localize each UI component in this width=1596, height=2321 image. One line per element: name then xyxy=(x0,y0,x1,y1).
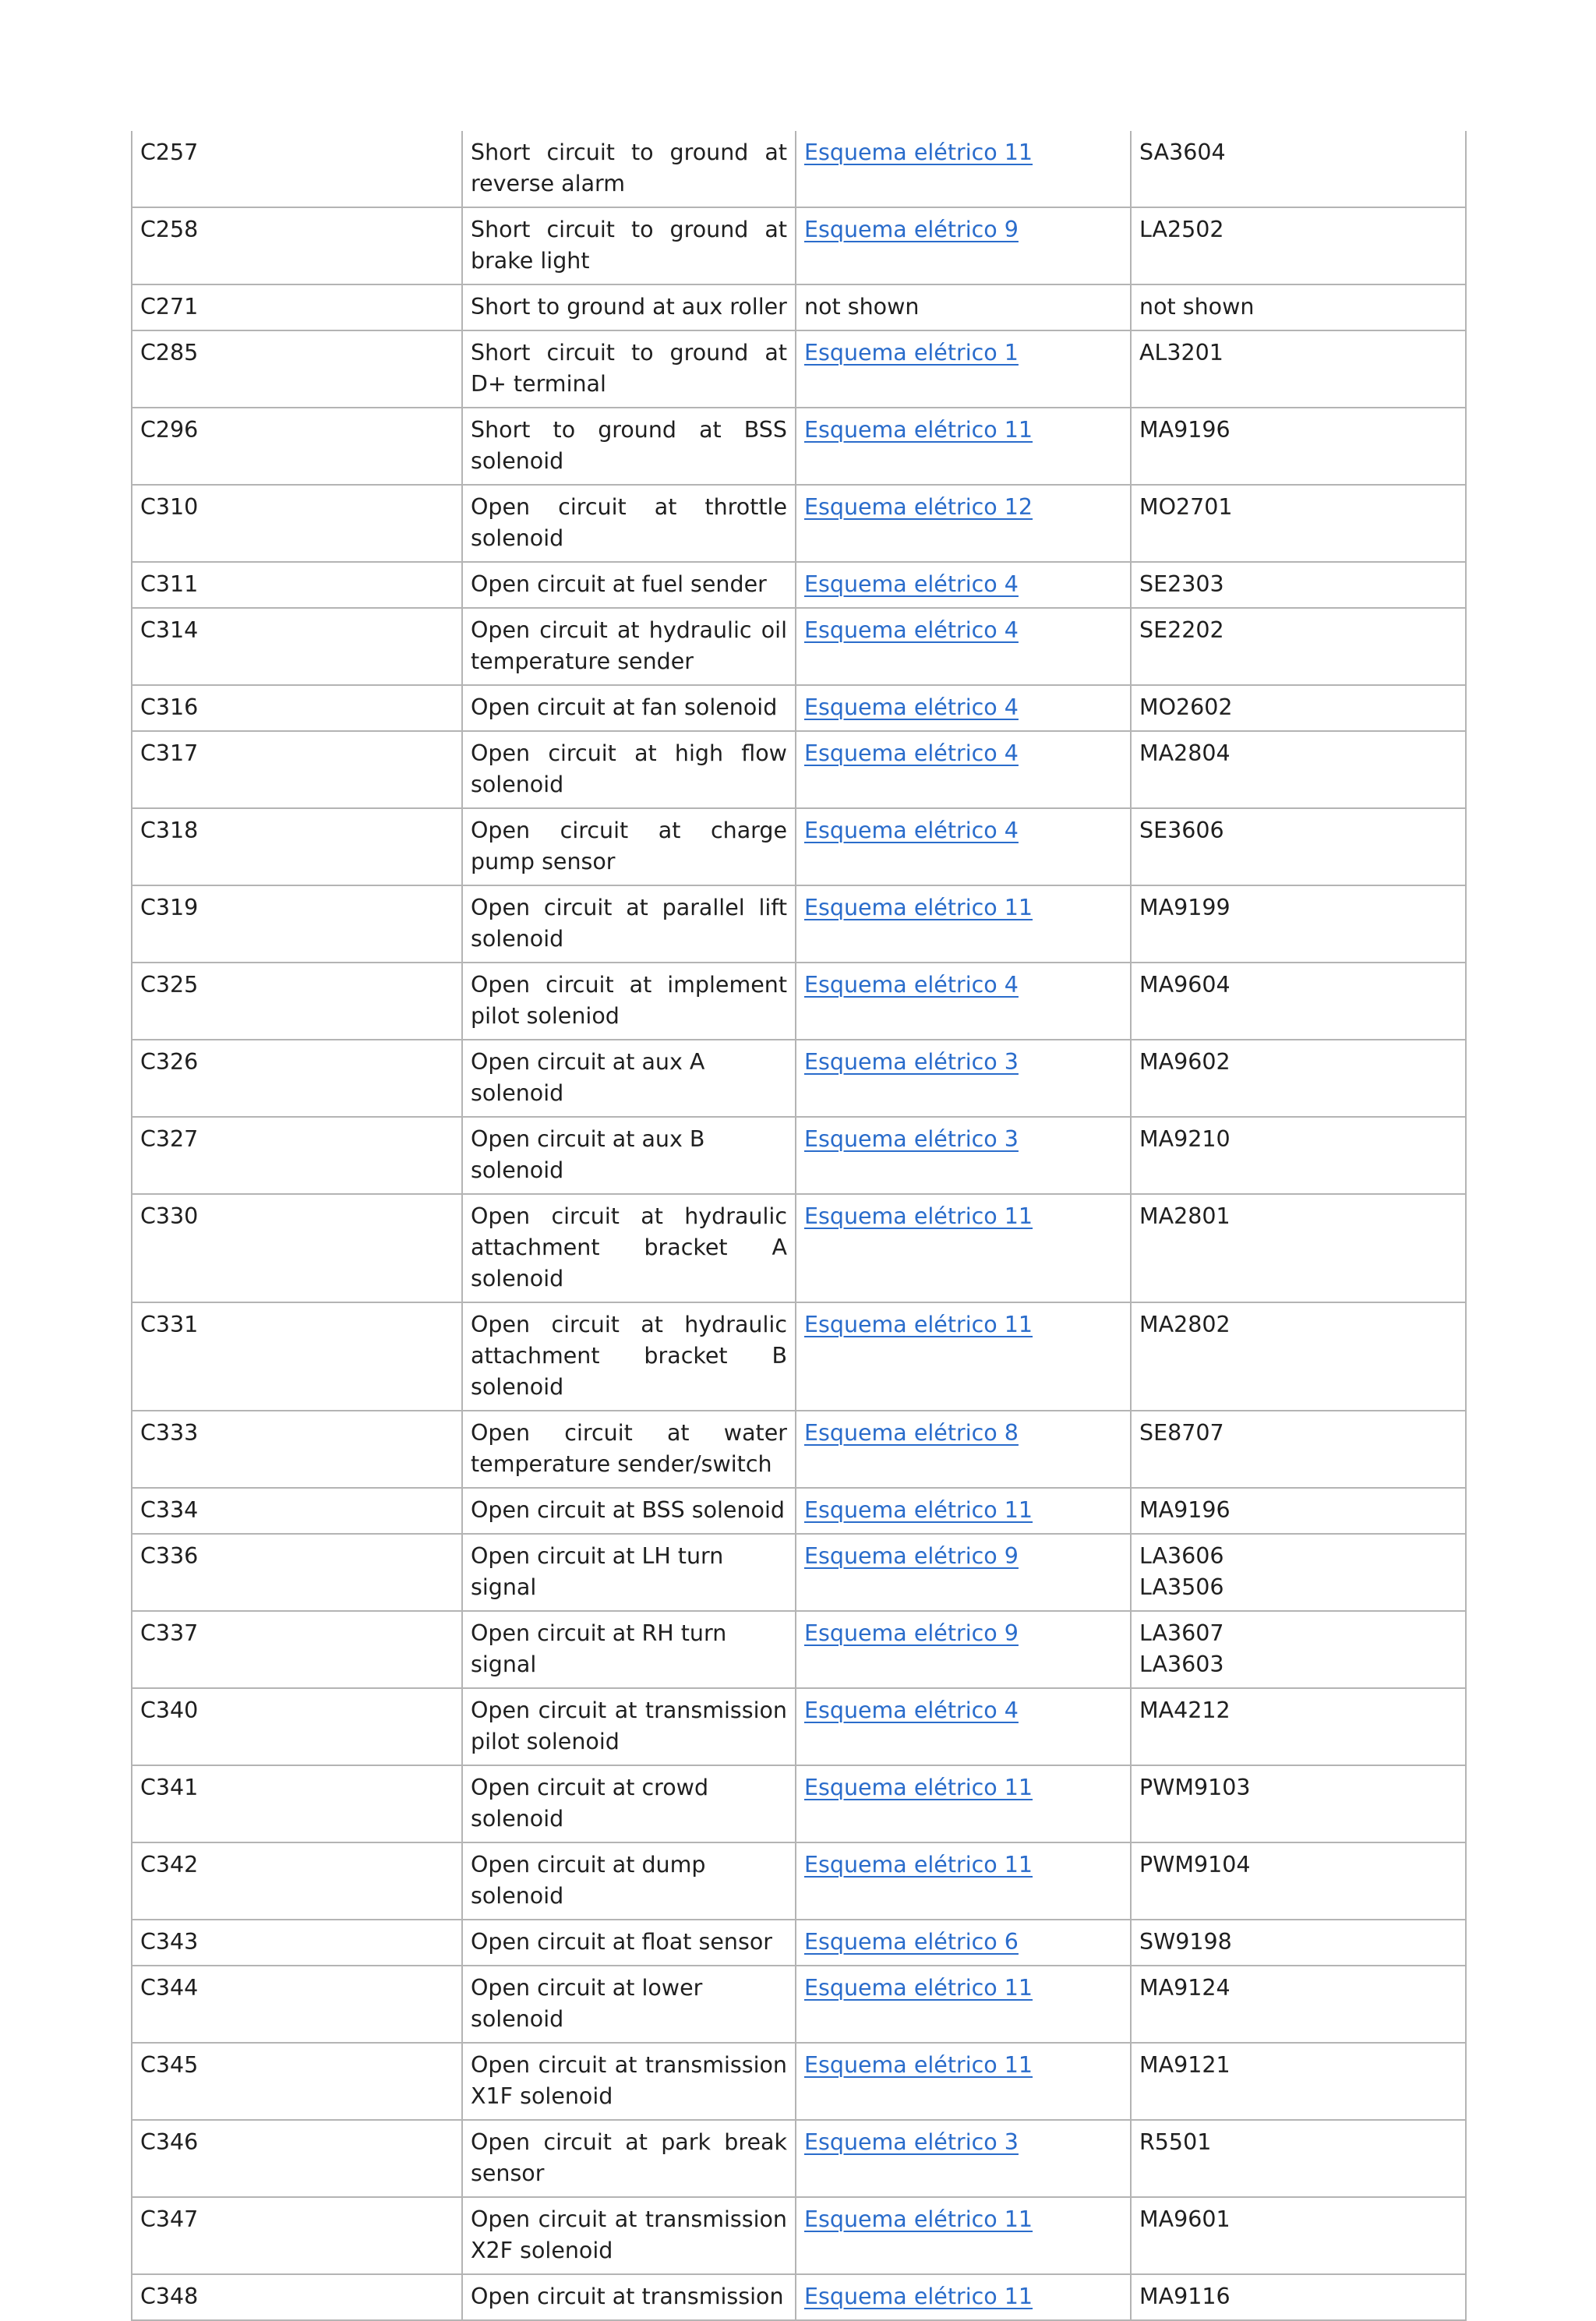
fault-code-table xyxy=(131,131,1467,2321)
component-ref: MA9210 xyxy=(1139,1126,1231,1152)
schematic-link[interactable]: Esquema elétrico 1 xyxy=(804,340,1019,366)
fault-code-cell: C326 xyxy=(132,1040,462,1117)
component-ref: MA2802 xyxy=(1139,1312,1231,1337)
component-ref-cell xyxy=(1131,731,1466,808)
table-row xyxy=(132,2043,1466,2120)
schematic-cell xyxy=(796,731,1131,808)
component-ref: SE2303 xyxy=(1139,571,1224,597)
schematic-link[interactable]: Esquema elétrico 12 xyxy=(804,494,1033,520)
fault-description-cell: Open circuit at hydraulic attachment bracket A solenoid xyxy=(462,1194,796,1302)
schematic-link[interactable]: Esquema elétrico 11 xyxy=(804,2052,1033,2078)
component-ref-cell xyxy=(1131,963,1466,1040)
schematic-cell xyxy=(796,885,1131,963)
component-ref-cell xyxy=(1131,2043,1466,2120)
component-ref-cell xyxy=(1131,1611,1466,1688)
component-ref-cell xyxy=(1131,1534,1466,1611)
schematic-link[interactable]: Esquema elétrico 11 xyxy=(804,1975,1033,2001)
component-ref: MA2801 xyxy=(1139,1203,1231,1229)
fault-code-cell: C314 xyxy=(132,608,462,685)
schematic-cell xyxy=(796,2043,1131,2120)
fault-description-cell: Open circuit at hydraulic oil temperature sender xyxy=(462,608,796,685)
schematic-link[interactable]: Esquema elétrico 4 xyxy=(804,818,1019,843)
fault-description-cell: Open circuit at RH turn signal xyxy=(462,1611,796,1688)
schematic-text: not shown xyxy=(804,294,920,320)
schematic-link[interactable]: Esquema elétrico 9 xyxy=(804,217,1019,242)
component-ref: SW9198 xyxy=(1139,1929,1232,1955)
table-row xyxy=(132,1194,1466,1302)
schematic-link[interactable]: Esquema elétrico 3 xyxy=(804,2129,1019,2155)
table-row xyxy=(132,608,1466,685)
schematic-link[interactable]: Esquema elétrico 4 xyxy=(804,740,1019,766)
component-ref: MA9604 xyxy=(1139,972,1231,998)
fault-code-cell: C331 xyxy=(132,1302,462,1411)
schematic-link[interactable]: Esquema elétrico 3 xyxy=(804,1126,1019,1152)
table-row xyxy=(132,2197,1466,2274)
schematic-cell xyxy=(796,408,1131,485)
table-row xyxy=(132,731,1466,808)
table-row xyxy=(132,963,1466,1040)
fault-code-table-body xyxy=(132,131,1466,2320)
component-ref-cell xyxy=(1131,2197,1466,2274)
fault-code-cell: C333 xyxy=(132,1411,462,1488)
table-row xyxy=(132,1966,1466,2043)
component-ref-cell xyxy=(1131,1966,1466,2043)
table-row xyxy=(132,2120,1466,2197)
schematic-link[interactable]: Esquema elétrico 4 xyxy=(804,1697,1019,1723)
component-ref: SE2202 xyxy=(1139,617,1224,643)
schematic-cell xyxy=(796,1534,1131,1611)
fault-description-cell: Short to ground at aux roller xyxy=(462,284,796,330)
fault-code-cell: C319 xyxy=(132,885,462,963)
schematic-cell xyxy=(796,2274,1131,2320)
schematic-cell xyxy=(796,1611,1131,1688)
fault-code-cell: C310 xyxy=(132,485,462,562)
component-ref: MO2602 xyxy=(1139,694,1233,720)
component-ref: SE8707 xyxy=(1139,1420,1224,1446)
table-row xyxy=(132,2274,1466,2320)
fault-description-cell: Open circuit at implement pilot soleniod xyxy=(462,963,796,1040)
fault-description-cell: Open circuit at transmission xyxy=(462,2274,796,2320)
table-row xyxy=(132,485,1466,562)
table-row xyxy=(132,1534,1466,1611)
table-row xyxy=(132,1920,1466,1966)
component-ref-cell xyxy=(1131,1488,1466,1534)
fault-code-cell: C345 xyxy=(132,2043,462,2120)
schematic-cell xyxy=(796,808,1131,885)
component-ref: MA4212 xyxy=(1139,1697,1231,1723)
schematic-cell xyxy=(796,1040,1131,1117)
component-ref: MA9196 xyxy=(1139,1497,1231,1523)
component-ref: MA9121 xyxy=(1139,2052,1231,2078)
schematic-link[interactable]: Esquema elétrico 9 xyxy=(804,1620,1019,1646)
component-ref-cell xyxy=(1131,284,1466,330)
fault-code-cell: C258 xyxy=(132,207,462,284)
component-ref-cell xyxy=(1131,1117,1466,1194)
component-ref-cell xyxy=(1131,1920,1466,1966)
table-row xyxy=(132,1765,1466,1842)
schematic-link[interactable]: Esquema elétrico 11 xyxy=(804,417,1033,443)
component-ref-cell xyxy=(1131,1842,1466,1920)
component-ref: MA9196 xyxy=(1139,417,1231,443)
component-ref-cell xyxy=(1131,408,1466,485)
fault-description-cell: Open circuit at transmission pilot solenoid xyxy=(462,1688,796,1765)
schematic-link[interactable]: Esquema elétrico 9 xyxy=(804,1543,1019,1569)
fault-description-cell: Open circuit at throttle solenoid xyxy=(462,485,796,562)
fault-code-cell: C347 xyxy=(132,2197,462,2274)
fault-description-cell: Open circuit at charge pump sensor xyxy=(462,808,796,885)
component-ref-cell xyxy=(1131,1411,1466,1488)
schematic-cell xyxy=(796,1302,1131,1411)
component-ref-cell xyxy=(1131,131,1466,207)
table-row xyxy=(132,1842,1466,1920)
fault-code-cell: C346 xyxy=(132,2120,462,2197)
fault-description-cell: Short circuit to ground at reverse alarm xyxy=(462,131,796,207)
table-row xyxy=(132,284,1466,330)
schematic-link[interactable]: Esquema elétrico 3 xyxy=(804,1049,1019,1075)
component-ref: MA9199 xyxy=(1139,895,1231,920)
schematic-cell xyxy=(796,1966,1131,2043)
table-row xyxy=(132,685,1466,731)
fault-description-cell: Open circuit at transmission X2F solenoid xyxy=(462,2197,796,2274)
schematic-cell xyxy=(796,330,1131,408)
fault-code-cell: C316 xyxy=(132,685,462,731)
fault-description-cell: Open circuit at parallel lift solenoid xyxy=(462,885,796,963)
component-ref-cell xyxy=(1131,2274,1466,2320)
component-ref-cell xyxy=(1131,685,1466,731)
fault-description-cell: Open circuit at fan solenoid xyxy=(462,685,796,731)
fault-description-cell: Open circuit at lower solenoid xyxy=(462,1966,796,2043)
component-ref: MO2701 xyxy=(1139,494,1233,520)
fault-code-cell: C342 xyxy=(132,1842,462,1920)
fault-description-cell: Open circuit at dump solenoid xyxy=(462,1842,796,1920)
schematic-link[interactable]: Esquema elétrico 11 xyxy=(804,140,1033,165)
table-row xyxy=(132,1611,1466,1688)
fault-code-cell: C341 xyxy=(132,1765,462,1842)
component-ref: MA2804 xyxy=(1139,740,1231,766)
fault-description-cell: Short to ground at BSS solenoid xyxy=(462,408,796,485)
fault-code-cell: C318 xyxy=(132,808,462,885)
component-ref: MA9116 xyxy=(1139,2284,1231,2309)
component-ref: LA3606 xyxy=(1139,1543,1224,1569)
fault-code-cell: C325 xyxy=(132,963,462,1040)
schematic-cell xyxy=(796,1194,1131,1302)
fault-code-cell: C327 xyxy=(132,1117,462,1194)
component-ref-cell xyxy=(1131,808,1466,885)
fault-code-cell: C311 xyxy=(132,562,462,608)
fault-description-cell: Open circuit at park break sensor xyxy=(462,2120,796,2197)
schematic-link[interactable]: Esquema elétrico 11 xyxy=(804,1312,1033,1337)
table-row xyxy=(132,1302,1466,1411)
component-ref: LA3607 xyxy=(1139,1620,1224,1646)
fault-code-cell: C337 xyxy=(132,1611,462,1688)
table-row xyxy=(132,562,1466,608)
table-row xyxy=(132,1040,1466,1117)
fault-description-cell: Open circuit at float sensor xyxy=(462,1920,796,1966)
fault-description-cell: Open circuit at aux A solenoid xyxy=(462,1040,796,1117)
table-row xyxy=(132,1411,1466,1488)
component-ref: MA9602 xyxy=(1139,1049,1231,1075)
fault-description-cell: Short circuit to ground at D+ terminal xyxy=(462,330,796,408)
fault-description-cell: Open circuit at aux B solenoid xyxy=(462,1117,796,1194)
fault-description-cell: Open circuit at crowd solenoid xyxy=(462,1765,796,1842)
component-ref-cell xyxy=(1131,1688,1466,1765)
schematic-cell xyxy=(796,1688,1131,1765)
schematic-cell xyxy=(796,1411,1131,1488)
fault-code-cell: C285 xyxy=(132,330,462,408)
table-row xyxy=(132,131,1466,207)
component-ref: MA9124 xyxy=(1139,1975,1231,2001)
fault-code-cell: C330 xyxy=(132,1194,462,1302)
fault-code-cell: C336 xyxy=(132,1534,462,1611)
component-ref-cell xyxy=(1131,485,1466,562)
fault-description-cell: Open circuit at hydraulic attachment bracket B solenoid xyxy=(462,1302,796,1411)
fault-code-cell: C296 xyxy=(132,408,462,485)
schematic-cell xyxy=(796,1765,1131,1842)
schematic-link[interactable]: Esquema elétrico 11 xyxy=(804,2206,1033,2232)
fault-description-cell: Open circuit at high flow solenoid xyxy=(462,731,796,808)
fault-code-cell: C343 xyxy=(132,1920,462,1966)
table-row xyxy=(132,1488,1466,1534)
component-ref-cell xyxy=(1131,1194,1466,1302)
schematic-cell xyxy=(796,1842,1131,1920)
schematic-cell xyxy=(796,2197,1131,2274)
component-ref-cell xyxy=(1131,885,1466,963)
fault-code-cell: C334 xyxy=(132,1488,462,1534)
schematic-cell xyxy=(796,1920,1131,1966)
schematic-cell xyxy=(796,562,1131,608)
schematic-cell xyxy=(796,963,1131,1040)
component-ref: AL3201 xyxy=(1139,340,1223,366)
schematic-cell xyxy=(796,1117,1131,1194)
schematic-link[interactable]: Esquema elétrico 4 xyxy=(804,617,1019,643)
table-row xyxy=(132,808,1466,885)
component-ref: SE3606 xyxy=(1139,818,1224,843)
schematic-link[interactable]: Esquema elétrico 11 xyxy=(804,2284,1033,2309)
table-row xyxy=(132,207,1466,284)
fault-code-cell: C340 xyxy=(132,1688,462,1765)
component-ref-cell xyxy=(1131,330,1466,408)
component-ref: not shown xyxy=(1139,294,1255,320)
component-ref-cell xyxy=(1131,1302,1466,1411)
schematic-cell xyxy=(796,207,1131,284)
schematic-cell xyxy=(796,1488,1131,1534)
schematic-link[interactable]: Esquema elétrico 11 xyxy=(804,1203,1033,1229)
schematic-cell xyxy=(796,2120,1131,2197)
schematic-link[interactable]: Esquema elétrico 4 xyxy=(804,694,1019,720)
table-row xyxy=(132,1117,1466,1194)
fault-code-cell: C317 xyxy=(132,731,462,808)
schematic-cell xyxy=(796,485,1131,562)
table-row xyxy=(132,885,1466,963)
table-row xyxy=(132,408,1466,485)
component-ref-cell xyxy=(1131,608,1466,685)
schematic-cell xyxy=(796,284,1131,330)
component-ref-cell xyxy=(1131,207,1466,284)
fault-code-cell: C257 xyxy=(132,131,462,207)
schematic-cell xyxy=(796,131,1131,207)
component-ref: LA3506 xyxy=(1139,1574,1224,1600)
component-ref: PWM9103 xyxy=(1139,1775,1251,1800)
fault-description-cell: Open circuit at BSS solenoid xyxy=(462,1488,796,1534)
schematic-link[interactable]: Esquema elétrico 11 xyxy=(804,895,1033,920)
table-row xyxy=(132,330,1466,408)
schematic-link[interactable]: Esquema elétrico 11 xyxy=(804,1852,1033,1878)
component-ref-cell xyxy=(1131,1040,1466,1117)
schematic-link[interactable]: Esquema elétrico 8 xyxy=(804,1420,1019,1446)
schematic-link[interactable]: Esquema elétrico 4 xyxy=(804,972,1019,998)
component-ref-cell xyxy=(1131,1765,1466,1842)
schematic-cell xyxy=(796,608,1131,685)
fault-description-cell: Short circuit to ground at brake light xyxy=(462,207,796,284)
fault-description-cell: Open circuit at LH turn signal xyxy=(462,1534,796,1611)
schematic-link[interactable]: Esquema elétrico 4 xyxy=(804,571,1019,597)
component-ref: SA3604 xyxy=(1139,140,1226,165)
fault-description-cell: Open circuit at transmission X1F solenoid xyxy=(462,2043,796,2120)
schematic-link[interactable]: Esquema elétrico 11 xyxy=(804,1497,1033,1523)
component-ref-cell xyxy=(1131,562,1466,608)
component-ref: PWM9104 xyxy=(1139,1852,1251,1878)
component-ref: MA9601 xyxy=(1139,2206,1231,2232)
component-ref: LA3603 xyxy=(1139,1652,1224,1677)
schematic-link[interactable]: Esquema elétrico 11 xyxy=(804,1775,1033,1800)
component-ref-cell xyxy=(1131,2120,1466,2197)
schematic-cell xyxy=(796,685,1131,731)
fault-code-cell: C344 xyxy=(132,1966,462,2043)
fault-code-cell: C271 xyxy=(132,284,462,330)
component-ref: R5501 xyxy=(1139,2129,1212,2155)
fault-description-cell: Open circuit at water temperature sender/switch xyxy=(462,1411,796,1488)
fault-code-cell: C348 xyxy=(132,2274,462,2320)
component-ref: LA2502 xyxy=(1139,217,1224,242)
fault-description-cell: Open circuit at fuel sender xyxy=(462,562,796,608)
table-row xyxy=(132,1688,1466,1765)
schematic-link[interactable]: Esquema elétrico 6 xyxy=(804,1929,1019,1955)
